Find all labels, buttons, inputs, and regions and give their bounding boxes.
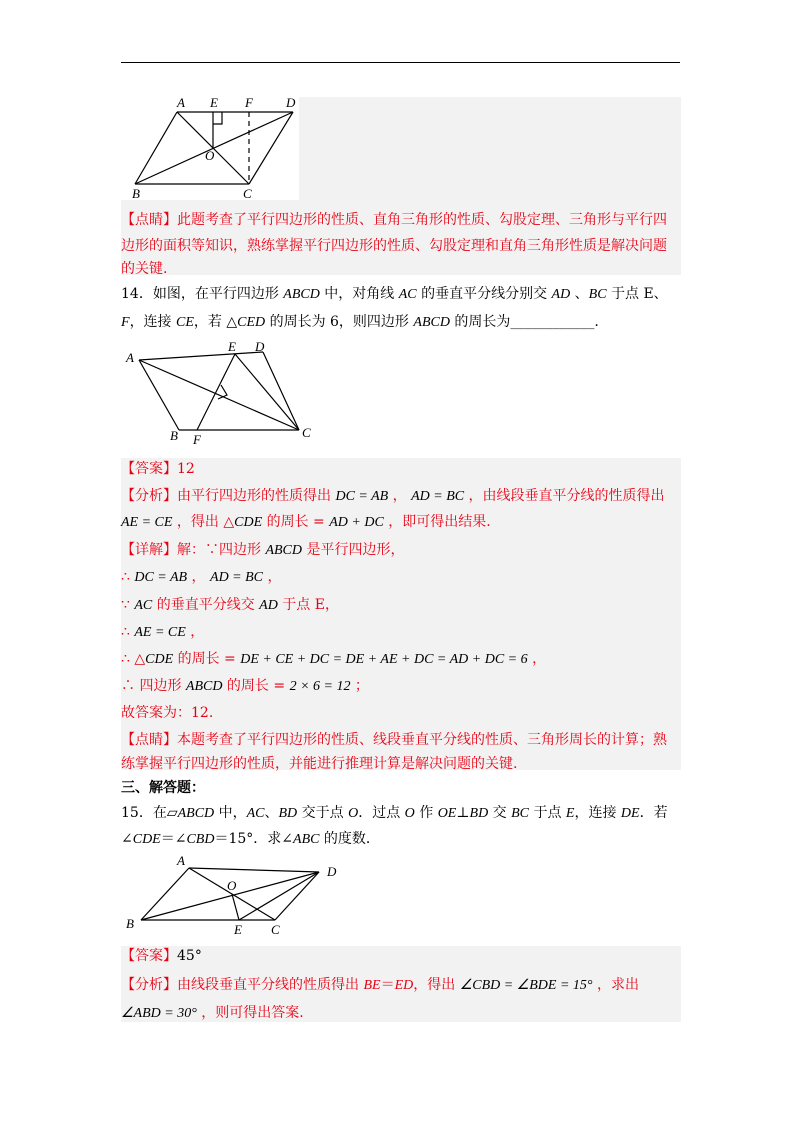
q14-label-C: C xyxy=(302,425,311,440)
q15-analysis-text: ，则可得出答案. xyxy=(196,1005,304,1021)
q14-detail-text: ， xyxy=(187,569,211,585)
p13-label-D: D xyxy=(286,95,296,110)
q14-text: . xyxy=(594,314,599,330)
q15-label-A: A xyxy=(177,853,185,868)
q15-text: ＝∠ xyxy=(160,831,187,847)
q14-detail-line-1 xyxy=(121,537,681,564)
q14-comment-line-2 xyxy=(121,751,681,777)
q14-label-E: E xyxy=(228,339,236,354)
q14-answer-blank: ____________ xyxy=(510,314,595,330)
q15-analysis-text: 由线段垂直平分线的性质得出 xyxy=(177,977,364,993)
q15-label-B: B xyxy=(126,916,134,931)
p13-label-C: C xyxy=(243,186,252,201)
q14-math: AE = CE xyxy=(121,515,173,530)
p13-label-F: F xyxy=(245,95,253,110)
p13-comment-text-2: 边形的面积等知识，熟练掌握平行四边形的性质、勾股定理和直角三角形性质是解决问题 xyxy=(121,238,667,254)
q15-var: ABCD xyxy=(177,806,215,821)
q15-parallelogram-figure xyxy=(121,852,351,942)
q15-math: ∠ABD = 30° xyxy=(121,1006,197,1021)
q15-analysis-text: ＝ xyxy=(380,977,395,993)
q14-math: DE + CE + DC = DE + AE + DC = AD + DC = 6 xyxy=(240,652,528,667)
q14-text: 于点 E、 xyxy=(606,286,668,302)
q15-label-C: C xyxy=(271,922,280,937)
q14-analysis-text: 由平行四边形的性质得出 xyxy=(177,488,336,504)
q14-detail-text: 的周长 = xyxy=(173,651,241,667)
q14-comment-line-1 xyxy=(121,727,681,753)
analysis-tag: 【分析】 xyxy=(121,488,177,504)
q15-var: DE xyxy=(620,806,640,821)
q14-detail-text: 于点 E， xyxy=(277,597,339,613)
q14-var: CE xyxy=(176,315,194,330)
p13-label-E: E xyxy=(210,95,218,110)
q14-math: AE = CE xyxy=(134,625,186,640)
q14-detail-line-4 xyxy=(121,619,681,646)
q14-math: CDE xyxy=(234,515,263,530)
q14-var: BC xyxy=(588,287,607,302)
q14-detail-line-7 xyxy=(121,700,681,726)
q14-var: CED xyxy=(237,315,266,330)
q14-math: CDE xyxy=(145,652,174,667)
q14-analysis-text: ，得出 △ xyxy=(172,514,235,530)
p13-comment-line-3 xyxy=(121,256,681,282)
q14-final-answer-text: 故答案为：12. xyxy=(121,705,214,721)
comment-tag: 【点睛】 xyxy=(121,732,177,748)
q15-text: ∠ xyxy=(121,831,133,847)
q14-detail-text: ， xyxy=(185,624,205,640)
q15-text: 于点 xyxy=(529,805,566,821)
q14-text: 中，对角线 xyxy=(319,286,399,302)
q14-detail-text: ； xyxy=(350,678,369,694)
p13-label-B: B xyxy=(132,186,140,201)
q14-detail-text: 的垂直平分线交 xyxy=(152,597,260,613)
q15-var: BD xyxy=(278,806,298,821)
q14-detail-text: ∵ xyxy=(121,597,135,613)
q14-var: AD xyxy=(551,287,571,302)
q15-text: ．过点 xyxy=(358,805,405,821)
q15-answer-value: 45° xyxy=(177,948,202,964)
p13-comment-text-1: 此题考查了平行四边形的性质、直角三角形的性质、勾股定理、三角形与平行四 xyxy=(177,212,667,228)
q14-parallelogram-figure xyxy=(121,338,321,448)
q15-var: O xyxy=(404,806,415,821)
answer-tag: 【答案】 xyxy=(121,461,177,477)
q15-answer-line xyxy=(121,943,681,969)
q15-analysis-text: ，求出 xyxy=(592,977,639,993)
q15-text: ＝15°．求∠ xyxy=(214,831,294,847)
q14-math: AD = BC xyxy=(411,489,465,504)
q15-var: OE xyxy=(437,806,457,821)
q14-label-A: A xyxy=(126,350,134,365)
q15-text: 的度数． xyxy=(319,831,380,847)
q14-detail-text: ∴ 四边形 xyxy=(121,678,186,694)
q15-stem-line-2 xyxy=(121,826,681,853)
q14-analysis-text: 的周长 = xyxy=(262,514,330,530)
detail-tag: 【详解】 xyxy=(121,542,177,558)
q15-label-E: E xyxy=(234,922,242,937)
q15-text: 、 xyxy=(264,805,279,821)
q14-detail-text: 是平行四边形， xyxy=(302,542,405,558)
q15-math: ∠CBD = ∠BDE = 15° xyxy=(459,978,593,993)
q14-detail-line-6 xyxy=(121,673,681,700)
q15-math: BE xyxy=(363,978,381,993)
q15-text: 交 xyxy=(488,805,512,821)
q14-math: AD xyxy=(259,598,278,613)
q15-text: 作 xyxy=(414,805,438,821)
q15-label-D: D xyxy=(327,864,337,879)
p13-comment-tag: 【点睛】 xyxy=(121,212,177,228)
q15-text: ，连接 xyxy=(574,805,621,821)
q14-comment-text-2: 练掌握平行四边形的性质，并能进行推理计算是解决问题的关键. xyxy=(121,756,518,772)
q14-detail-text: ∴ xyxy=(121,624,135,640)
q14-text: 的周长为 xyxy=(449,314,511,330)
q14-detail-line-3 xyxy=(121,592,681,619)
q15-text: 交于点 xyxy=(297,805,349,821)
q14-text: ，连接 xyxy=(129,314,177,330)
q14-math: DC = AB xyxy=(134,570,188,585)
header-rule xyxy=(121,62,680,63)
q14-math: ABCD xyxy=(185,679,223,694)
q14-analysis-text: ，即可得出结果. xyxy=(383,514,491,530)
q15-text: 中， xyxy=(214,805,247,821)
q14-analysis-text: ，由线段垂直平分线的性质得出 xyxy=(464,488,665,504)
section-heading: 三、解答题： xyxy=(121,780,205,796)
q15-var: BD xyxy=(469,806,489,821)
q14-analysis-line-2 xyxy=(121,509,681,536)
q15-label-O: O xyxy=(227,878,237,893)
q15-analysis-line-1 xyxy=(121,972,681,999)
p13-parallelogram-figure xyxy=(121,92,303,204)
q15-text: 15．在▱ xyxy=(121,805,178,821)
q14-math: AC xyxy=(134,598,153,613)
q15-stem-line-1 xyxy=(121,800,681,827)
q15-var: E xyxy=(565,806,575,821)
q15-analysis-text: ，得出 xyxy=(413,977,460,993)
q14-label-B: B xyxy=(170,428,178,443)
q14-math: 2 × 6 = 12 xyxy=(289,679,351,694)
q14-comment-text-1: 本题考查了平行四边形的性质、线段垂直平分线的性质、三角形周长的计算；熟 xyxy=(177,732,667,748)
q14-analysis-line-1 xyxy=(121,483,681,510)
q14-detail-text: ∴ △ xyxy=(121,651,146,667)
p13-comment-line-1 xyxy=(121,207,681,233)
q14-var: ABCD xyxy=(413,315,450,330)
q14-text: ，若 △ xyxy=(193,314,238,330)
q14-detail-text: ∴ xyxy=(121,569,135,585)
q15-var: ABC xyxy=(293,832,320,847)
answer-tag: 【答案】 xyxy=(121,948,177,964)
q15-var: CDE xyxy=(132,832,161,847)
q14-text: 、 xyxy=(570,286,589,302)
q14-answer-value: 12 xyxy=(177,461,195,477)
q15-var: CBD xyxy=(186,832,215,847)
q14-math: DC = AB xyxy=(335,489,389,504)
p13-comment-text-3: 的关键. xyxy=(121,261,168,277)
q14-text: 的垂直平分线分别交 xyxy=(416,286,552,302)
q14-detail-text: ， xyxy=(263,569,282,585)
q15-math: ED xyxy=(394,978,414,993)
q14-var: F xyxy=(121,315,130,330)
analysis-tag: 【分析】 xyxy=(121,977,177,993)
q14-stem-line-1 xyxy=(121,281,681,308)
q15-var: AC xyxy=(246,806,265,821)
q15-analysis-line-2 xyxy=(121,1000,681,1027)
p13-label-A: A xyxy=(177,95,185,110)
q15-text: ⊥ xyxy=(456,805,470,821)
q14-label-D: D xyxy=(255,339,265,354)
q15-var: BC xyxy=(511,806,529,821)
q14-math: AD + DC xyxy=(329,515,384,530)
q14-math: AD = BC xyxy=(210,570,264,585)
q14-stem-line-2 xyxy=(121,309,681,336)
q14-label-F: F xyxy=(193,432,201,447)
q14-var: ABCD xyxy=(283,287,320,302)
q15-text: ．若 xyxy=(639,805,668,821)
q14-detail-line-2 xyxy=(121,564,681,591)
q14-var: AC xyxy=(398,287,417,302)
q14-answer-line xyxy=(121,456,681,482)
q14-analysis-text: ， xyxy=(388,488,412,504)
q14-detail-text: 解：∵四边形 xyxy=(177,542,266,558)
q15-var: O xyxy=(348,806,359,821)
q14-detail-text: ， xyxy=(527,651,547,667)
q14-detail-text: 的周长 = xyxy=(222,678,290,694)
q14-text: 14．如图，在平行四边形 xyxy=(121,286,284,302)
q14-math: ABCD xyxy=(265,543,303,558)
q14-detail-line-5 xyxy=(121,646,681,673)
p13-label-O: O xyxy=(205,148,215,163)
q14-text: 的周长为 6，则四边形 xyxy=(265,314,414,330)
